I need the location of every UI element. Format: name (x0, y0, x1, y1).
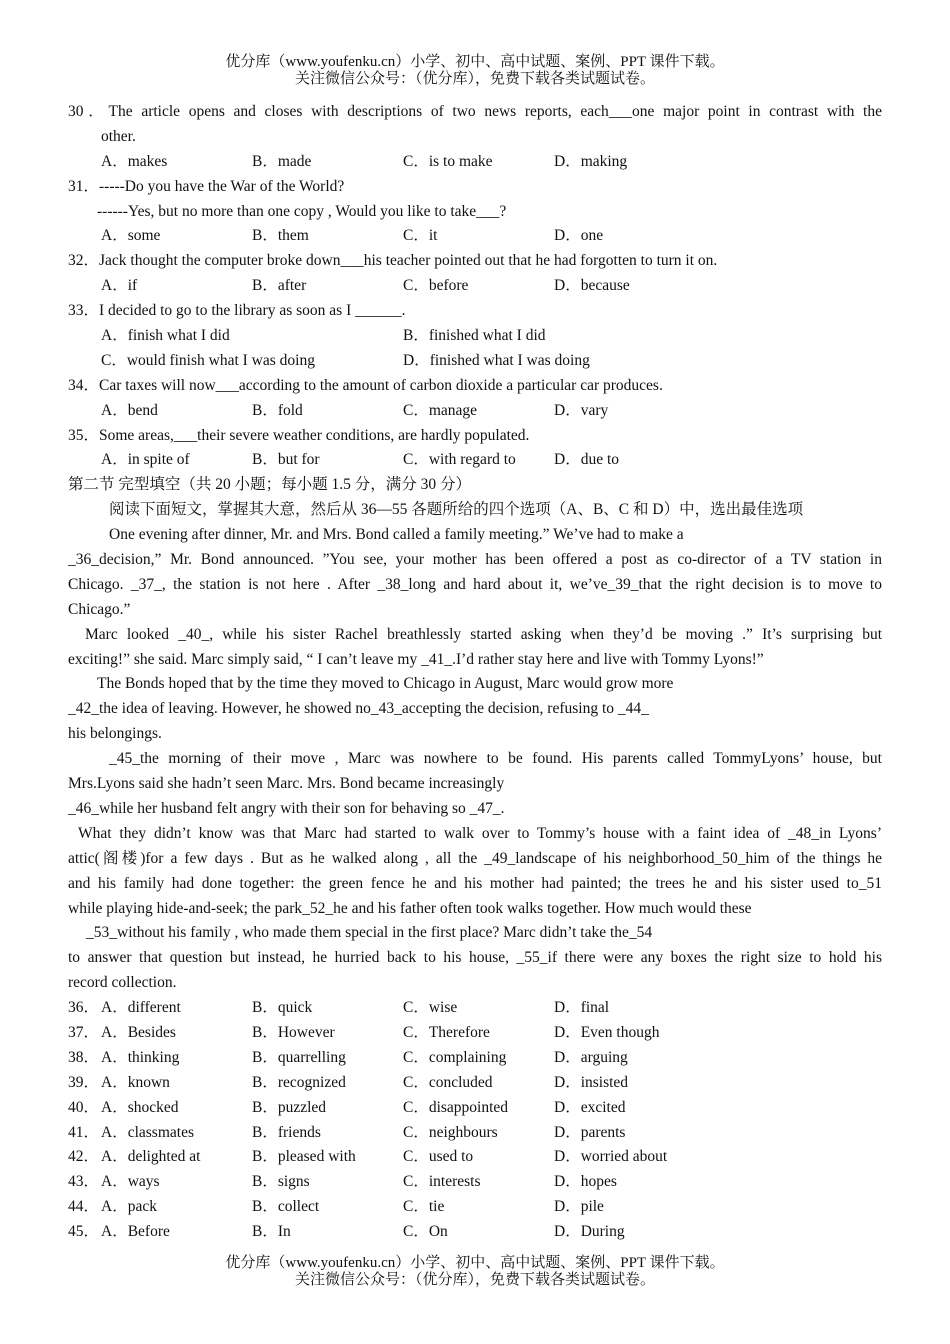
question-number: 43． (68, 1173, 100, 1191)
answer-row-38 (68, 1046, 882, 1071)
option-c[interactable]: C．manage (403, 401, 478, 419)
passage-line: record collection. (68, 974, 177, 992)
question-33-options-row2 (68, 349, 882, 374)
question-34-options (68, 399, 882, 424)
passage-line: The Bonds hoped that by the time they moved to Chicago in August, Marc would grow more (97, 675, 674, 693)
question-number: 44． (68, 1198, 100, 1216)
option-d[interactable]: D．one (554, 227, 604, 245)
option-b[interactable]: B．In (252, 1223, 291, 1241)
option-a[interactable]: A．classmates (101, 1123, 194, 1141)
option-c[interactable]: C．is to make (403, 152, 493, 170)
passage-line: Marc looked _40_, while his sister Rachel breathlessly started asking when they’d be moving .” It’s surprising but (85, 625, 882, 643)
option-c[interactable]: C．wise (403, 999, 458, 1017)
option-c[interactable]: C．On (403, 1223, 448, 1241)
option-a[interactable]: A．delighted at (101, 1148, 201, 1166)
option-d[interactable]: D．excited (554, 1098, 626, 1116)
option-d[interactable]: D．During (554, 1223, 625, 1241)
section-title: 第二节 完型填空（共 20 小题；每小题 1.5 分，满分 30 分） (68, 476, 472, 494)
option-a[interactable]: A．finish what I did (101, 327, 230, 345)
section-instruction: 阅读下面短文，掌握其大意，然后从 36—55 各题所给的四个选项（A、B、C 和 D）中，选出最佳选项 (109, 501, 804, 519)
footer-line-2: 关注微信公众号：（优分库），免费下载各类试题试卷。 (294, 1272, 655, 1288)
option-a[interactable]: A．makes (101, 152, 168, 170)
option-c[interactable]: C．before (403, 277, 469, 295)
option-b[interactable]: B．quick (252, 999, 313, 1017)
option-a[interactable]: A．known (101, 1073, 170, 1091)
answer-row-45 (68, 1220, 882, 1245)
passage-line: _53_without his family , who made them special in the first place? Marc didn’t take the_54 (86, 924, 653, 942)
passage-line: Chicago.” (68, 600, 131, 618)
question-33-options-row1 (68, 324, 882, 349)
passage-line: _46_while her husband felt angry with their son for behaving so _47_. (68, 799, 505, 817)
option-d[interactable]: D．final (554, 999, 610, 1017)
option-d[interactable]: D．hopes (554, 1173, 617, 1191)
question-31-stem: 31．-----Do you have the War of the World? (68, 177, 345, 195)
option-c[interactable]: C．neighbours (403, 1123, 498, 1141)
option-b[interactable]: B．However (252, 1023, 335, 1041)
question-number: 41． (68, 1123, 100, 1141)
question-32-stem: 32．Jack thought the computer broke down___his teacher pointed out that he had forgotten to turn it on. (68, 252, 718, 270)
answer-row-36 (68, 996, 882, 1021)
question-number: 39． (68, 1073, 100, 1091)
passage-line: to answer that question but instead, he hurried back to his house, _55_if there were any boxes the right size to hold his (68, 949, 882, 967)
answer-row-41 (68, 1121, 882, 1146)
passage-line: Chicago. _37_, the station is not here . After _38_long and hard about it, we’ve_39_that the right decision is to move to (68, 575, 882, 593)
option-b[interactable]: B．fold (252, 401, 303, 419)
question-31-options (68, 224, 882, 249)
passage-line: attic(阁楼)for a few days . But as he walked along , all the _49_landscape of his neighborhood_50_him of the things he (68, 849, 882, 867)
answer-row-42 (68, 1145, 882, 1170)
passage-line: and his family had done together: the green fence he and his mother had painted; the trees he and his sister used to_51 (68, 874, 882, 892)
answer-row-40 (68, 1096, 882, 1121)
option-a[interactable]: A．if (101, 277, 138, 295)
passage-line: his belongings. (68, 725, 162, 743)
option-c[interactable]: C．complaining (403, 1048, 507, 1066)
option-a[interactable]: A．different (101, 999, 181, 1017)
passage-line: Mrs.Lyons said she hadn’t seen Marc. Mrs. Bond became increasingly (68, 775, 505, 793)
question-33-stem: 33．I decided to go to the library as soon as I ______. (68, 302, 406, 320)
option-a[interactable]: A．some (101, 227, 161, 245)
option-d[interactable]: D．parents (554, 1123, 626, 1141)
option-d[interactable]: D．pile (554, 1198, 604, 1216)
option-d[interactable]: D．worried about (554, 1148, 668, 1166)
option-c[interactable]: C．with regard to (403, 451, 516, 469)
option-a[interactable]: A．thinking (101, 1048, 180, 1066)
option-c[interactable]: C．concluded (403, 1073, 493, 1091)
question-31-stem-cont: ------Yes, but no more than one copy , Would you like to take___? (97, 202, 507, 220)
option-d[interactable]: D．because (554, 277, 630, 295)
option-b[interactable]: B．friends (252, 1123, 321, 1141)
option-d[interactable]: D．due to (554, 451, 620, 469)
option-c[interactable]: C．it (403, 227, 438, 245)
answer-row-44 (68, 1195, 882, 1220)
answer-row-39 (68, 1071, 882, 1096)
question-30-stem: 30．The article opens and closes with descriptions of two news reports, each___one major point in contrast with the (68, 103, 882, 120)
question-35-stem: 35．Some areas,___their severe weather conditions, are hardly populated. (68, 426, 530, 444)
option-b[interactable]: B．finished what I did (403, 327, 546, 345)
option-b[interactable]: B．made (252, 152, 312, 170)
option-a[interactable]: A．pack (101, 1198, 157, 1216)
answer-row-43 (68, 1170, 882, 1195)
option-c[interactable]: C．would finish what I was doing (101, 351, 315, 369)
option-b[interactable]: B．but for (252, 451, 320, 469)
passage-line: while playing hide-and-seek; the park_52_he and his father often took walks together. How much would these (68, 899, 752, 917)
option-d[interactable]: D．finished what I was doing (403, 351, 590, 369)
option-a[interactable]: A．shocked (101, 1098, 179, 1116)
option-b[interactable]: B．quarrelling (252, 1048, 346, 1066)
option-c[interactable]: C．disappointed (403, 1098, 509, 1116)
question-35-options (68, 448, 882, 473)
option-a[interactable]: A．Besides (101, 1023, 176, 1041)
option-c[interactable]: C．used to (403, 1148, 474, 1166)
question-number: 38． (68, 1048, 100, 1066)
option-b[interactable]: B．pleased with (252, 1148, 356, 1166)
option-d[interactable]: D．Even though (554, 1023, 660, 1041)
option-b[interactable]: B．after (252, 277, 307, 295)
option-c[interactable]: C．interests (403, 1173, 481, 1191)
option-d[interactable]: D．insisted (554, 1073, 629, 1091)
question-number: 42． (68, 1148, 100, 1166)
exam-content (68, 100, 882, 1245)
passage-line: _42_the idea of leaving. However, he showed no_43_accepting the decision, refusing to _44_ (68, 700, 649, 718)
option-b[interactable]: B．recognized (252, 1073, 346, 1091)
question-number: 37． (68, 1023, 100, 1041)
question-32-options (68, 274, 882, 299)
question-number: 40． (68, 1098, 100, 1116)
passage-line: _45_the morning of their move , Marc was nowhere to be found. His parents called TommyLyons’ house, but (109, 750, 882, 768)
page-footer (0, 1255, 950, 1289)
footer-line-1: 优分库（www.youfenku.cn）小学、初中、高中试题、案例、PPT 课件下载。 (225, 1255, 725, 1271)
option-d[interactable]: D．vary (554, 401, 609, 419)
option-d[interactable]: D．making (554, 152, 628, 170)
option-b[interactable]: B．collect (252, 1198, 320, 1216)
passage-line: _36_decision,” Mr. Bond announced. ”You see, your mother has been offered a post as co-director of a TV station in (68, 551, 882, 569)
question-number: 45． (68, 1223, 100, 1241)
question-34-stem: 34．Car taxes will now___according to the amount of carbon dioxide a particular car produces. (68, 376, 663, 394)
option-d[interactable]: D．arguing (554, 1048, 628, 1066)
passage-line: One evening after dinner, Mr. and Mrs. Bond called a family meeting.” We’ve had to make a (109, 526, 684, 544)
page-header (0, 54, 950, 88)
option-a[interactable]: A．bend (101, 401, 158, 419)
option-a[interactable]: A．ways (101, 1173, 160, 1191)
option-a[interactable]: A．Before (101, 1223, 170, 1241)
option-b[interactable]: B．puzzled (252, 1098, 327, 1116)
option-a[interactable]: A．in spite of (101, 451, 190, 469)
question-30-options (68, 150, 882, 175)
option-b[interactable]: B．signs (252, 1173, 310, 1191)
option-b[interactable]: B．them (252, 227, 309, 245)
question-number: 36． (68, 999, 100, 1017)
header-line-2: 关注微信公众号：（优分库），免费下载各类试题试卷。 (294, 71, 655, 87)
passage-line: exciting!” she said. Marc simply said, “ I can’t leave my _41_.I’d rather stay here and live with Tommy Lyons!” (68, 650, 764, 668)
option-c[interactable]: C．Therefore (403, 1023, 490, 1041)
answer-row-37 (68, 1021, 882, 1046)
option-c[interactable]: C．tie (403, 1198, 445, 1216)
header-line-1: 优分库（www.youfenku.cn）小学、初中、高中试题、案例、PPT 课件下载。 (225, 54, 725, 70)
passage-line: What they didn’t know was that Marc had started to walk over to Tommy’s house with a faint idea of _48_in Lyons’ (78, 824, 882, 842)
question-30-stem-cont: other. (101, 127, 136, 145)
